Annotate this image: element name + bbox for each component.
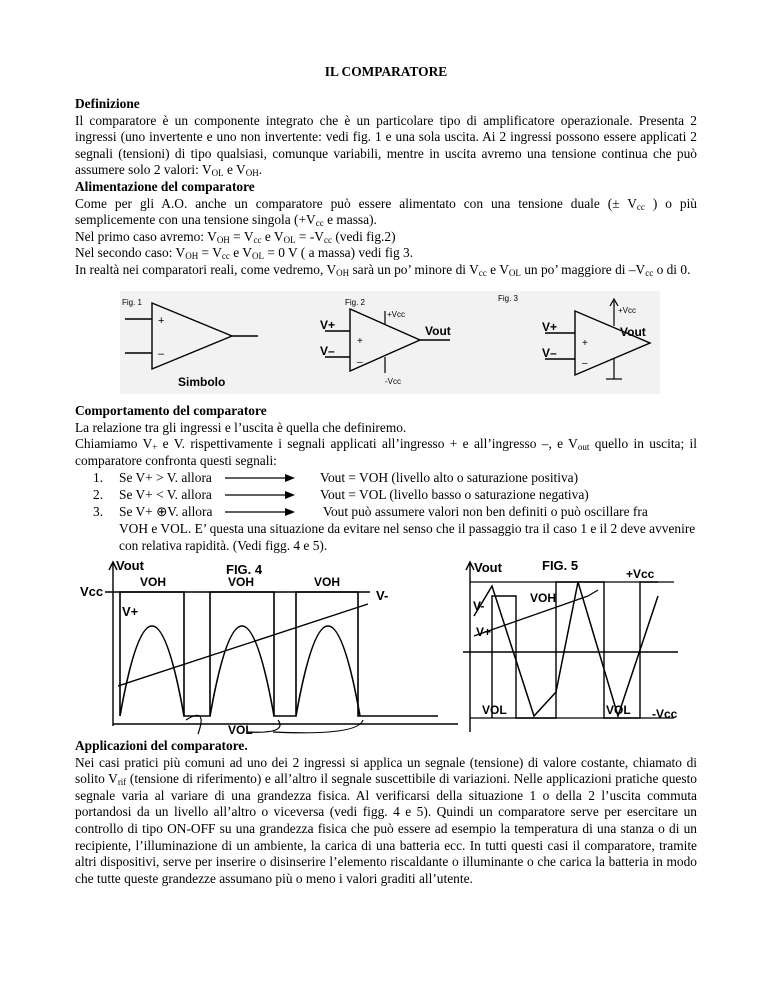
fig1-plus: + [158, 315, 165, 327]
fig4 [80, 558, 458, 736]
fig5-label: FIG. 5 [542, 558, 579, 573]
heading-comportamento: Comportamento del comparatore [75, 403, 267, 418]
waveform-figures-svg [78, 556, 700, 736]
fig5-vol-2: VOL [606, 703, 631, 717]
alimentazione-line-1: Come per gli A.O. anche un comparatore può essere alimentato con una tensione duale (± $V_{cc}$ ) o più semplicemente con una tensione singola ($+V_{cc}$ e massa). [75, 195, 697, 229]
fig5-voh: VOH [530, 591, 557, 605]
heading-applicazioni: Applicazioni del comparatore. [75, 738, 248, 753]
list-item-result: Vout può assumere valori non ben definiti o può oscillare fra [323, 504, 648, 519]
section-definizione [75, 96, 697, 179]
fig1-minus: – [158, 348, 165, 360]
fig2-vcc-pos: +Vcc [387, 310, 406, 319]
arrow-icon [225, 489, 297, 501]
list-item: 2. Se V+ < V. allora Vout = VOL (livello basso o saturazione negativa) [93, 487, 589, 502]
list-item-result: Vout = VOH (livello alto o saturazione positiva) [320, 470, 579, 485]
fig1-label: Fig. 1 [122, 298, 143, 307]
fig5-mvcc: -Vcc [652, 707, 678, 721]
heading-definizione: Definizione [75, 96, 140, 111]
fig5-vout: Vout [474, 560, 502, 575]
fig4-vplus: V+ [122, 604, 139, 619]
fig4-voh-1: VOH [140, 575, 167, 589]
fig4-label: FIG. 4 [226, 562, 263, 577]
fig2-vout: Vout [425, 324, 451, 338]
fig5-vminus: V- [473, 599, 485, 613]
fig5-vplus: V+ [476, 625, 492, 639]
list-item: 3. Se V+ ⊕V. allora Vout può assumere valori non ben definiti o può oscillare fra [93, 504, 648, 519]
fig3-label: Fig. 3 [498, 294, 519, 303]
fig4-vol: VOL [228, 723, 253, 736]
fig5-pvcc: +Vcc [626, 567, 655, 581]
fig3-vout: Vout [620, 325, 646, 339]
fig5 [463, 558, 678, 732]
list-item: 1. Se V+ > V. allora Vout = VOH (livello alto o saturazione positiva) [93, 470, 579, 485]
comparator-symbols-figure [120, 291, 660, 394]
comportamento-line-2: Chiamiamo $V_+$ e V. rispettivamente i segnali applicati all’ingresso + e all’ingresso –, e $V_{out}$ quello in uscita; il comparatore confronta questi segnali: [75, 436, 698, 468]
alimentazione-line-2: Nel primo caso avremo: $V_{OH} = V_{cc}$ e $V_{OL} = -V_{cc}$ (vedi fig.2) [75, 228, 396, 245]
fig3-vminus: V– [542, 346, 557, 360]
comparator-symbols-svg [120, 291, 660, 394]
fig1-simbolo: Simbolo [178, 375, 226, 389]
list-item-condition: Se V+ ⊕V. allora [119, 504, 213, 519]
section-applicazioni [75, 738, 697, 887]
arrow-icon [225, 506, 297, 518]
fig2-plus: + [357, 336, 363, 347]
heading-alimentazione: Alimentazione del comparatore [75, 179, 255, 194]
fig4-vminus: V- [376, 588, 389, 603]
fig2-vplus: V+ [320, 318, 336, 332]
fig3-plus: + [582, 338, 588, 349]
fig2-minus: – [357, 357, 363, 368]
fig4-voh-2: VOH [228, 575, 255, 589]
section-alimentazione [75, 179, 697, 279]
fig2-vcc-neg: -Vcc [385, 377, 401, 386]
fig2-label: Fig. 2 [345, 298, 366, 307]
applicazioni-text: Nei casi pratici più comuni ad uno dei 2 ingressi si applica un segnale (tensione) di valore costante, chiamato di solito $V_{rif}$ (tensione di riferimento) e all’altro il segnale suscettibile di variazioni. Nelle applicazioni pratiche questo segnale varia al variare di una grandezza fisica. Al verificarsi della situazione 1 o della 2 l’uscita commuta portandosi da un livello all’altro o viceversa (vedi figg. 4 e 5). Quindi un comparatore serve per esercitare un controllo di tipo ON-OFF su una grandezza fisica che può essere ad esempio la temperatura di una stanza o di un recipiente, l’illuminazione di un ambiente, la carica di una batteria ecc. In tutti questi casi il comparatore, tramite altri dispositivi, serve per inserire o disinserire l’elemento riscaldante o illuminante o che carica la batteria in modo che tutte queste grandezze assumano più o meno i valori graditi all’utente. [75, 754, 697, 886]
list-item-continuation: VOH e VOL. E’ questa una situazione da evitare nel senso che il passaggio tra il caso 1 e il 2 deve avvenire con relativa rapidità. (Vedi figg. 4 e 5). [119, 521, 696, 553]
fig3-vplus: V+ [542, 320, 558, 334]
fig3-minus: – [582, 358, 588, 369]
fig4-voh-3: VOH [314, 575, 341, 589]
list-item-condition: Se V+ < V. allora [119, 487, 212, 502]
alimentazione-line-4: In realtà nei comparatori reali, come vedremo, $V_{OH}$ sarà un po’ minore di $V_{cc}$ e $V_{OL}$ un po’ maggiore di $-V_{cc}$ o di 0. [75, 261, 691, 278]
alimentazione-line-3: Nel secondo caso: $V_{OH} = V_{cc}$ e $V_{OL} = 0$ V ( a massa) vedi fig 3. [75, 245, 414, 262]
fig2-vminus: V– [320, 344, 335, 358]
page-title: IL COMPARATORE [324, 64, 448, 79]
list-item-result: Vout = VOL (livello basso o saturazione negativa) [320, 487, 589, 502]
list-item-condition: Se V+ > V. allora [119, 470, 212, 485]
comportamento-line-1: La relazione tra gli ingressi e l’uscita è quella che definiremo. [75, 419, 407, 435]
definizione-text: Il comparatore è un componente integrato che è un particolare tipo di amplificatore operazionale. Presenta 2 ingressi (uno invertente e uno non invertente: vedi fig. 1 e una sola uscita. Ai 2 ingressi possono essere applicati 2 segnali (tensioni) di tipo qualsiasi, comunque variabili, mentre in uscita avremo una tensione continua che può assumere solo 2 valori: $V_{OL}$ e $V_{OH}$. [75, 112, 697, 179]
comparison-list [75, 470, 697, 554]
fig4-vcc: Vcc [80, 584, 104, 599]
arrow-icon [225, 472, 297, 484]
fig3-vcc: +Vcc [618, 306, 637, 315]
section-comportamento [75, 403, 697, 469]
fig5-vol-1: VOL [482, 703, 507, 717]
fig4-vout: Vout [116, 558, 144, 573]
